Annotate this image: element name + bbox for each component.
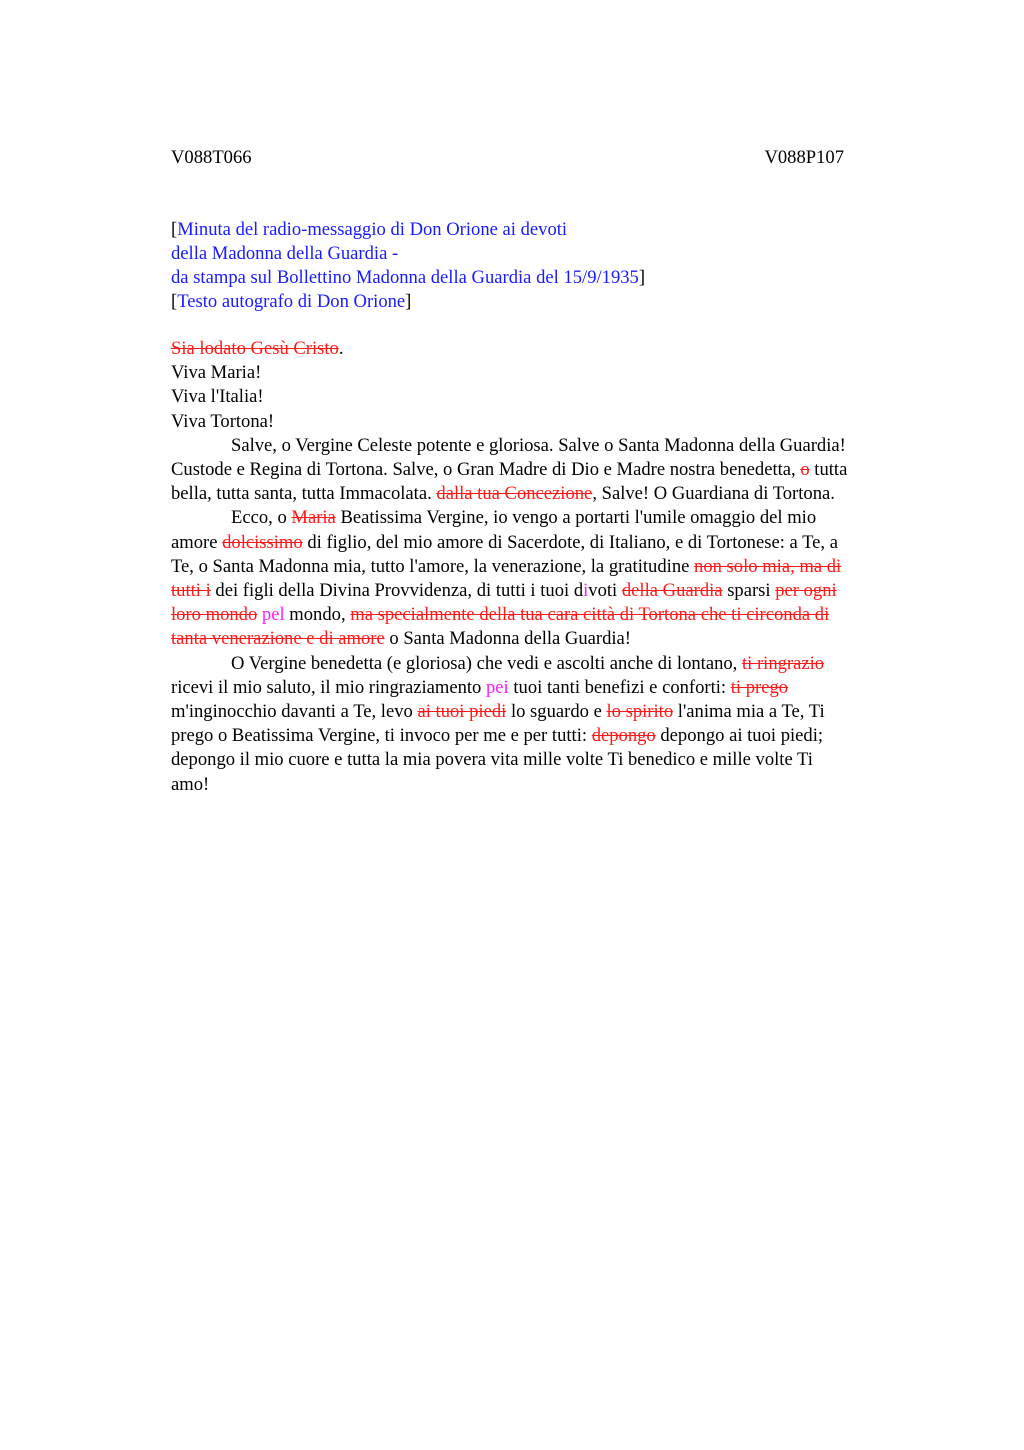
editorial-note-line <box>171 218 925 242</box>
text-run: dei figli della Divina Provvidenza, di tutti i tuoi d <box>210 580 584 602</box>
greeting-line <box>171 337 925 361</box>
text-line <box>171 748 925 772</box>
editorial-note-line <box>171 290 925 314</box>
paragraph-2 <box>171 506 925 651</box>
struck-text: non solo mia, ma di <box>694 555 842 577</box>
paragraph-3 <box>171 652 925 797</box>
greeting-line: Viva Maria! <box>171 362 262 384</box>
text-run: depongo il mio cuore e tutta la mia povera vita mille volte Ti benedico e mille volte Ti <box>171 749 813 771</box>
text-line <box>171 555 925 579</box>
editorial-note-line <box>171 242 925 266</box>
note-text: Testo autografo di Don Orione <box>177 291 406 312</box>
text-run: mondo, <box>284 604 351 626</box>
text-line <box>171 652 925 676</box>
text-run: depongo ai tuoi piedi; <box>655 725 824 747</box>
header-right-code: V088P107 <box>764 147 844 168</box>
text-run: tuoi tanti benefizi e conforti: <box>508 676 731 698</box>
text-line <box>171 506 925 530</box>
text-run: Beatissima Vergine, io vengo a portarti l'umile omaggio del mio <box>335 507 817 529</box>
text-run: Salve, o Vergine Celeste potente e gloriosa. Salve o Santa Madonna della Guardia! <box>231 434 846 456</box>
text-line <box>171 482 925 506</box>
text-line <box>171 773 925 797</box>
text-run: amo! <box>171 773 210 795</box>
struck-text: Sia lodato Gesù Cristo <box>171 338 339 359</box>
text-line <box>171 603 925 627</box>
text-run: prego o Beatissima Vergine, ti invoco per me e per tutti: <box>171 725 592 747</box>
text-line <box>171 724 925 748</box>
document-header <box>171 146 844 170</box>
header-left-code: V088T066 <box>171 147 252 168</box>
text-line <box>171 434 925 458</box>
bracket-close: ] <box>405 291 412 312</box>
bracket-close: ] <box>638 267 646 288</box>
text-run: Custode e Regina di Tortona. Salve, o Gran Madre di Dio e Madre nostra benedetta, <box>171 459 801 481</box>
struck-text: Maria <box>291 507 336 529</box>
text-run: lo sguardo e <box>506 701 607 723</box>
text-run: o Santa Madonna della Guardia! <box>384 628 632 650</box>
text-run: di figlio, del mio amore di Sacerdote, di Italiano, e di Tortonese: a Te, a <box>302 531 838 553</box>
text-line <box>171 627 925 651</box>
text-run: voti <box>588 580 622 602</box>
inserted-text: pei <box>486 676 509 698</box>
text-run: Te, o Santa Madonna mia, tutto l'amore, la venerazione, la gratitudine <box>171 555 695 577</box>
note-text: da stampa sul Bollettino Madonna della Guardia del 15/9/1935 <box>171 267 639 288</box>
text-line <box>171 531 925 555</box>
struck-text: dolcissimo <box>222 531 303 553</box>
text-run: , Salve! O Guardiana di Tortona. <box>592 483 835 505</box>
struck-text: ai tuoi piedi <box>417 701 507 723</box>
text-run: . <box>338 338 344 359</box>
struck-text: ti ringrazio <box>741 652 825 674</box>
text-run: bella, tutta santa, tutta Immacolata. <box>171 483 437 505</box>
struck-text: loro mondo <box>171 604 258 626</box>
paragraph-1 <box>171 434 925 507</box>
text-run: tutta <box>809 459 848 481</box>
bracket-open: [ <box>171 219 178 240</box>
document-page <box>171 146 925 797</box>
text-run: l'anima mia a Te, Ti <box>673 701 825 723</box>
struck-text: per ogni <box>775 580 837 602</box>
struck-text: o <box>800 459 810 481</box>
text-run: Ecco, o <box>231 507 292 529</box>
struck-text: lo spirito <box>606 701 674 723</box>
text-line <box>171 579 925 603</box>
text-run: amore <box>171 531 223 553</box>
editorial-note-line <box>171 266 925 290</box>
letter-body <box>171 337 925 797</box>
text-line <box>171 458 925 482</box>
greeting-line: Viva l'Italia! <box>171 386 264 408</box>
struck-text: tanta venerazione e di amore <box>171 628 385 650</box>
struck-text: depongo <box>591 725 656 747</box>
struck-text: ma specialmente della tua cara città di Tortona che ti circonda di <box>350 604 830 626</box>
inserted-text: pel <box>261 604 285 626</box>
text-run: O Vergine benedetta (e gloriosa) che vedi e ascolti anche di lontano, <box>231 652 742 674</box>
inserted-text: i <box>583 580 589 602</box>
text-line <box>171 676 925 700</box>
note-text: della Madonna della Guardia - <box>171 243 399 264</box>
greeting-line: Viva Tortona! <box>171 410 275 432</box>
text-run: m'inginocchio davanti a Te, levo <box>171 701 418 723</box>
struck-text: dalla tua Concezione <box>436 483 593 505</box>
note-text: Minuta del radio-messaggio di Don Orione ai devoti <box>177 219 568 240</box>
text-line <box>171 700 925 724</box>
editorial-notes <box>171 218 925 314</box>
struck-text: tutti i <box>171 580 211 602</box>
struck-text: della Guardia <box>621 580 723 602</box>
text-run: ricevi il mio saluto, il mio ringraziamento <box>171 676 486 698</box>
text-run: sparsi <box>722 580 776 602</box>
bracket-open: [ <box>171 291 178 312</box>
struck-text: ti prego <box>730 676 789 698</box>
